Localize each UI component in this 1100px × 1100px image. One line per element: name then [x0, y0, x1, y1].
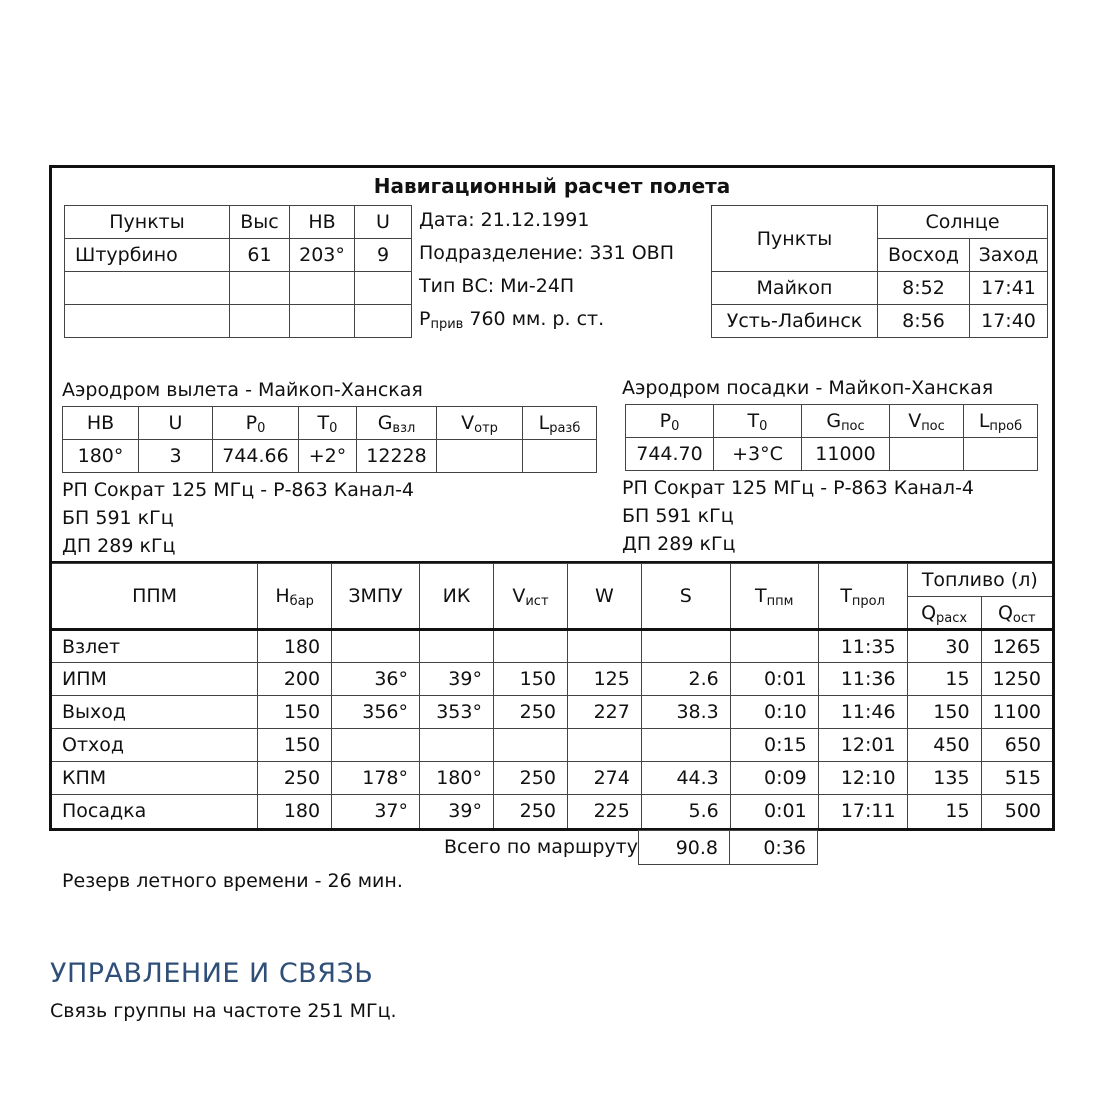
route-header-tppm: $T_{ппм}$ — [730, 564, 818, 630]
route-cell: 500 — [981, 795, 1052, 828]
route-cell: 37° — [332, 795, 420, 828]
route-header-tprol: $T_{прол}$ — [818, 564, 907, 630]
route-cell: 17:11 — [818, 795, 907, 828]
route-table — [52, 563, 1052, 828]
route-cell: 250 — [493, 762, 567, 795]
departure-table — [62, 406, 597, 473]
sun-cell: 17:40 — [970, 305, 1048, 338]
route-header-s: S — [641, 564, 730, 630]
departure-cell: 3 — [139, 440, 213, 473]
route-cell: 150 — [493, 663, 567, 696]
route-row — [52, 729, 1052, 762]
arrival-cell — [964, 438, 1038, 471]
departure-cell: +2° — [299, 440, 357, 473]
sun-cell: 17:41 — [970, 272, 1048, 305]
route-cell: 11:36 — [818, 663, 907, 696]
route-header-w: W — [567, 564, 641, 630]
arrival-title: Аэродром посадки - Майкоп-Ханская — [622, 377, 994, 399]
route-cell: 250 — [258, 762, 332, 795]
route-cell: 5.6 — [641, 795, 730, 828]
route-cell: 36° — [332, 663, 420, 696]
points-cell — [290, 272, 355, 305]
route-cell: 150 — [258, 729, 332, 762]
points-cell: 9 — [355, 239, 412, 272]
route-cell: 1100 — [981, 696, 1052, 729]
points-cell: 203° — [290, 239, 355, 272]
departure-cell — [523, 440, 597, 473]
points-cell — [65, 305, 230, 338]
route-cell — [730, 630, 818, 663]
route-cell: 356° — [332, 696, 420, 729]
route-header-fuel: Топливо (л) — [907, 564, 1052, 597]
route-cell: 2.6 — [641, 663, 730, 696]
route-cell: 0:01 — [730, 795, 818, 828]
sun-cell: 8:56 — [878, 305, 970, 338]
route-cell: 12:10 — [818, 762, 907, 795]
route-cell: 274 — [567, 762, 641, 795]
points-cell — [65, 272, 230, 305]
points-cell — [355, 272, 412, 305]
route-cell: 30 — [907, 630, 981, 663]
route-total-table — [638, 830, 818, 865]
route-cell: 15 — [907, 663, 981, 696]
route-cell: 250 — [493, 795, 567, 828]
section-text: Связь группы на частоте 251 МГц. — [50, 1000, 397, 1022]
route-cell: 44.3 — [641, 762, 730, 795]
wind-dir-header: НВ — [290, 206, 355, 239]
route-total-distance: 90.8 — [639, 831, 730, 865]
route-cell — [641, 630, 730, 663]
departure-header: $T_0$ — [299, 407, 357, 440]
route-cell — [493, 729, 567, 762]
flight-time-reserve: Резерв летного времени - 26 мин. — [62, 870, 403, 892]
route-cell: 1265 — [981, 630, 1052, 663]
aircraft-type: Тип ВС: Ми-24П — [419, 275, 575, 297]
arrival-header: $G_{пос}$ — [802, 405, 890, 438]
route-cell: 450 — [907, 729, 981, 762]
route-cell: 0:10 — [730, 696, 818, 729]
page-title: Навигационный расчет полета — [373, 174, 731, 198]
arrival-header: $T_0$ — [714, 405, 802, 438]
route-row — [52, 663, 1052, 696]
route-cell: 180 — [258, 795, 332, 828]
sunset-header: Заход — [970, 239, 1048, 272]
sunrise-header: Восход — [878, 239, 970, 272]
wind-speed-header: U — [355, 206, 412, 239]
route-row — [52, 795, 1052, 828]
route-cell — [332, 630, 420, 663]
departure-title: Аэродром вылета - Майкоп-Ханская — [62, 379, 423, 401]
arrival-header: $V_{пос}$ — [890, 405, 964, 438]
flight-calc-frame — [49, 165, 1055, 831]
route-cell: 39° — [420, 795, 494, 828]
route-row — [52, 630, 1052, 663]
points-cell — [290, 305, 355, 338]
departure-header: $V_{отр}$ — [437, 407, 523, 440]
route-cell — [567, 729, 641, 762]
points-cell: 61 — [230, 239, 290, 272]
route-cell: 515 — [981, 762, 1052, 795]
arrival-radio-line: БП 591 кГц — [622, 505, 734, 527]
route-cell: Посадка — [52, 795, 258, 828]
arrival-radio-line: ДП 289 кГц — [622, 533, 736, 555]
arrival-table — [625, 404, 1038, 471]
arrival-cell: 744.70 — [626, 438, 714, 471]
points-cell: Штурбино — [65, 239, 230, 272]
departure-cell: 12228 — [357, 440, 437, 473]
reduced-pressure: $P_{прив}$ 760 мм. р. ст. — [419, 308, 605, 332]
route-cell: 353° — [420, 696, 494, 729]
route-cell: 0:01 — [730, 663, 818, 696]
route-cell: Взлет — [52, 630, 258, 663]
points-cell — [355, 305, 412, 338]
departure-radio-line: РП Сократ 125 МГц - Р-863 Канал-4 — [62, 479, 415, 501]
route-cell: КПМ — [52, 762, 258, 795]
arrival-header: $P_0$ — [626, 405, 714, 438]
sun-table — [711, 205, 1048, 338]
route-cell — [493, 630, 567, 663]
route-cell: 250 — [493, 696, 567, 729]
route-header-ppm: ППМ — [52, 564, 258, 630]
route-cell — [420, 729, 494, 762]
route-cell: 125 — [567, 663, 641, 696]
arrival-cell — [890, 438, 964, 471]
route-cell: 39° — [420, 663, 494, 696]
route-cell: 11:46 — [818, 696, 907, 729]
points-table — [64, 205, 412, 338]
arrival-cell: +3°C — [714, 438, 802, 471]
departure-cell: 744.66 — [213, 440, 299, 473]
flight-date: Дата: 21.12.1991 — [419, 209, 590, 231]
arrival-cell: 11000 — [802, 438, 890, 471]
route-cell — [332, 729, 420, 762]
route-cell: Выход — [52, 696, 258, 729]
section-heading: УПРАВЛЕНИЕ И СВЯЗЬ — [50, 958, 374, 989]
route-cell — [567, 630, 641, 663]
route-cell: 12:01 — [818, 729, 907, 762]
route-total-time: 0:36 — [730, 831, 818, 865]
route-header-zmpu: ЗМПУ — [332, 564, 420, 630]
route-header-ik: ИК — [420, 564, 494, 630]
sun-cell: Майкоп — [712, 272, 878, 305]
route-cell: 150 — [258, 696, 332, 729]
route-cell: 225 — [567, 795, 641, 828]
departure-cell — [437, 440, 523, 473]
route-header-v: $V_{ист}$ — [493, 564, 567, 630]
route-cell: 15 — [907, 795, 981, 828]
route-cell: 180 — [258, 630, 332, 663]
route-cell: 650 — [981, 729, 1052, 762]
departure-cell: 180° — [63, 440, 139, 473]
route-cell: 180° — [420, 762, 494, 795]
sun-cell: Усть-Лабинск — [712, 305, 878, 338]
route-cell — [420, 630, 494, 663]
route-total-label: Всего по маршруту — [444, 836, 638, 858]
route-row — [52, 762, 1052, 795]
alt-header: Выс — [230, 206, 290, 239]
route-cell: 0:15 — [730, 729, 818, 762]
route-cell: ИПМ — [52, 663, 258, 696]
sun-header: Солнце — [878, 206, 1048, 239]
route-header-q-rash: $Q_{расх}$ — [907, 597, 981, 630]
arrival-header: $L_{проб}$ — [964, 405, 1038, 438]
departure-header: $G_{взл}$ — [357, 407, 437, 440]
points-header: Пункты — [65, 206, 230, 239]
route-cell: 0:09 — [730, 762, 818, 795]
departure-header: $L_{разб}$ — [523, 407, 597, 440]
points-cell — [230, 305, 290, 338]
route-cell: 227 — [567, 696, 641, 729]
route-cell: 11:35 — [818, 630, 907, 663]
route-header-q-ost: $Q_{ост}$ — [981, 597, 1052, 630]
route-cell: 38.3 — [641, 696, 730, 729]
sun-cell: 8:52 — [878, 272, 970, 305]
route-cell: Отход — [52, 729, 258, 762]
departure-header: НВ — [63, 407, 139, 440]
departure-header: $P_0$ — [213, 407, 299, 440]
route-row — [52, 696, 1052, 729]
route-cell: 200 — [258, 663, 332, 696]
route-cell: 178° — [332, 762, 420, 795]
route-cell: 1250 — [981, 663, 1052, 696]
departure-radio-line: ДП 289 кГц — [62, 535, 176, 557]
route-cell: 150 — [907, 696, 981, 729]
points-cell — [230, 272, 290, 305]
arrival-radio-line: РП Сократ 125 МГц - Р-863 Канал-4 — [622, 477, 975, 499]
unit-name: Подразделение: 331 ОВП — [419, 242, 674, 264]
sun-points-header: Пункты — [712, 206, 878, 272]
route-cell — [641, 729, 730, 762]
departure-header: U — [139, 407, 213, 440]
departure-radio-line: БП 591 кГц — [62, 507, 174, 529]
route-cell: 135 — [907, 762, 981, 795]
route-header-h: $H_{бар}$ — [258, 564, 332, 630]
